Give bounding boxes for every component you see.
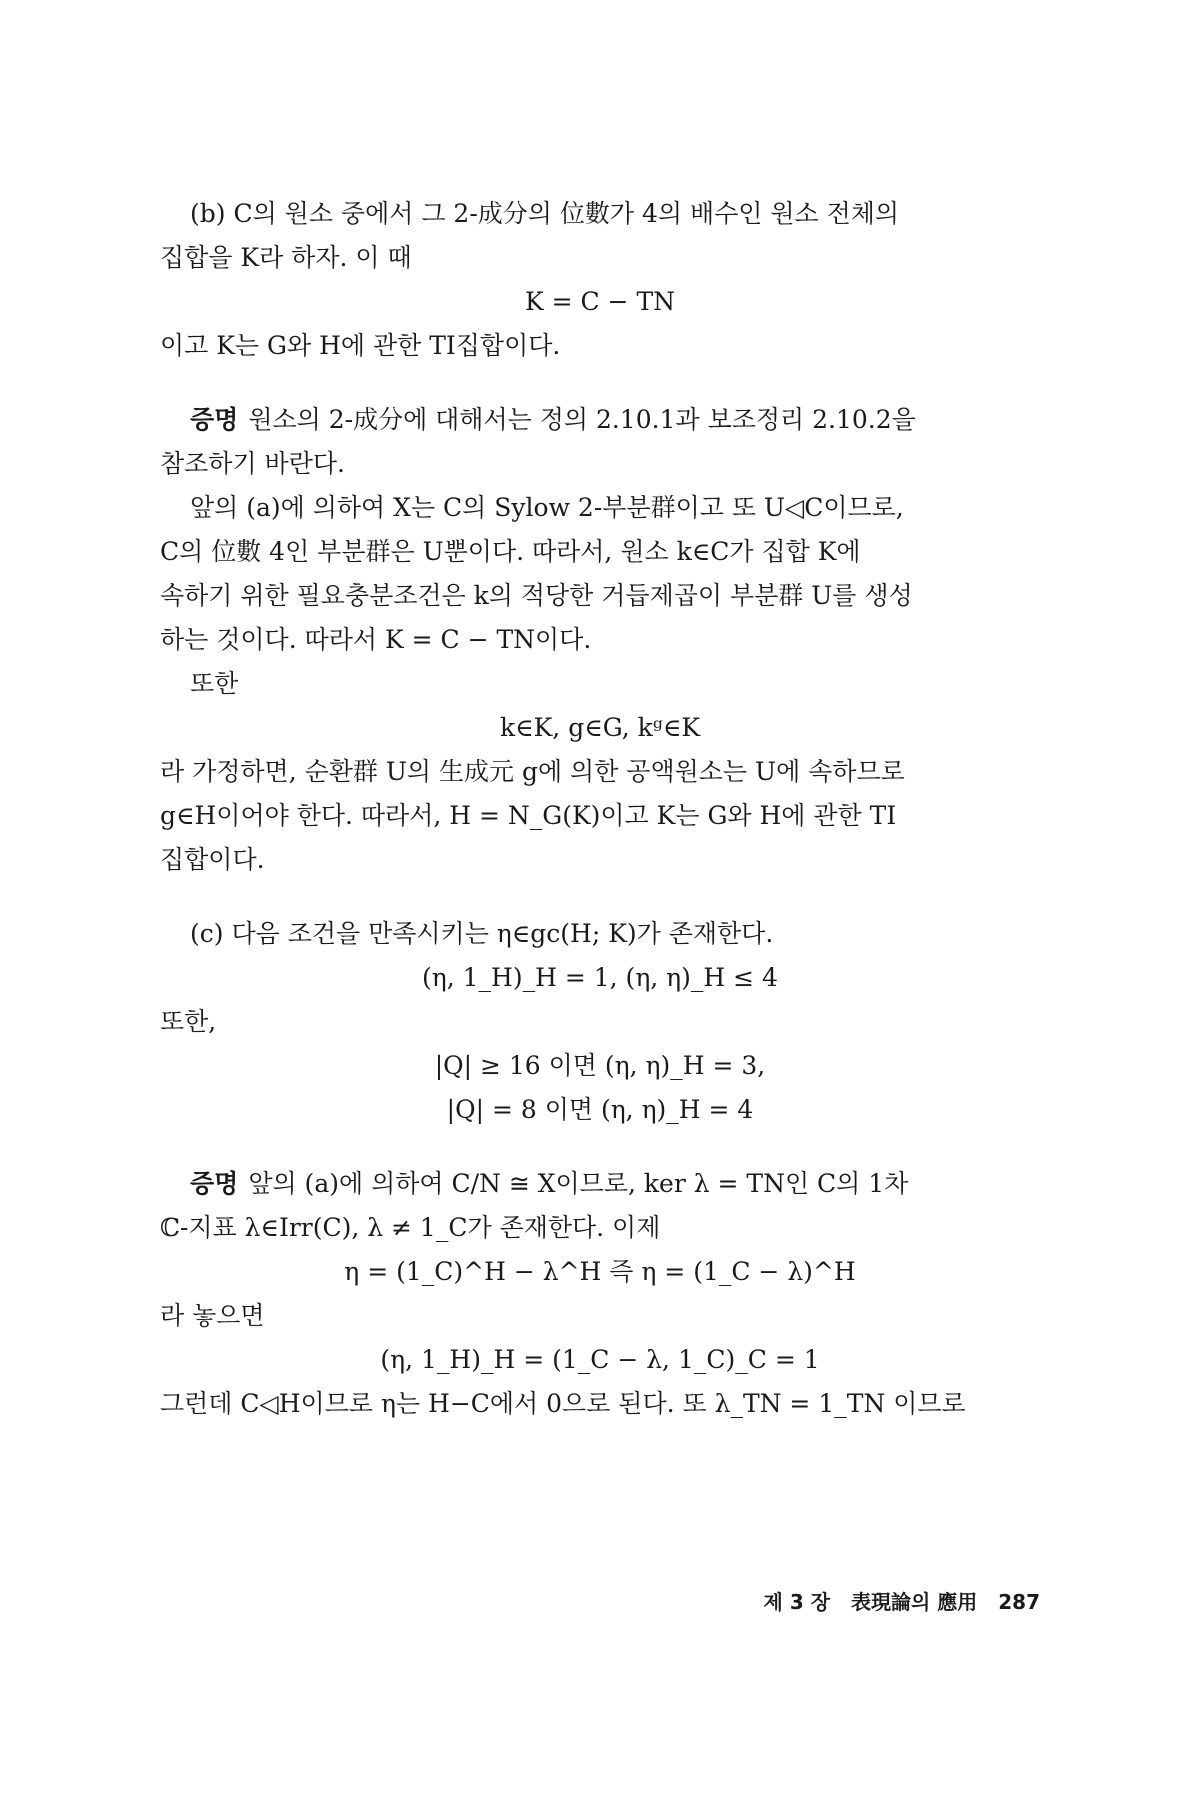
para-2-line-3: 속하기 위한 필요충분조건은 k의 적당한 거듭제곱이 부분群 U를 생성 — [160, 581, 913, 610]
also-1: 또한 — [190, 669, 239, 698]
last-line: 그런데 C◁H이므로 η는 H−C에서 0으로 된다. 또 λ_TN = 1_TN 이므로 — [160, 1389, 966, 1418]
equation-eta-def: η = (1_C)^H − λ^H 즉 η = (1_C − λ)^H — [344, 1257, 856, 1286]
para-2-line-1: 앞의 (a)에 의하여 X는 C의 Sylow 2-부분群이고 또 U◁C이므로, — [190, 493, 904, 522]
item-b-line-3: 이고 K는 G와 H에 관한 TI집합이다. — [160, 331, 561, 360]
proof-1-line-1 — [160, 398, 1040, 442]
item-b-line-1: (b) C의 원소 중에서 그 2-成分의 位數가 4의 배수인 원소 전체의 — [190, 199, 900, 228]
para-2-line-4: 하는 것이다. 따라서 K = C − TN이다. — [160, 625, 592, 654]
equation-eta-cond: (η, 1_H)_H = 1, (η, η)_H ≤ 4 — [422, 963, 778, 992]
equation-q16: |Q| ≥ 16 이면 (η, η)_H = 3, — [434, 1051, 766, 1080]
item-c-line-1: (c) 다음 조건을 만족시키는 η∈gc(H; K)가 존재한다. — [190, 919, 774, 948]
equation-q8: |Q| = 8 이면 (η, η)_H = 4 — [446, 1095, 754, 1124]
footer-chapter: 제 3 장 — [763, 1590, 831, 1614]
footer-title: 表現論의 應用 — [850, 1590, 978, 1614]
proof-2-line-2: ℂ-지표 λ∈Irr(C), λ ≠ 1_C가 존재한다. 이제 — [160, 1213, 661, 1242]
equation-k-def: K = C − TN — [524, 287, 676, 316]
para-3-line-3: 집합이다. — [160, 845, 265, 874]
equation-conjugate: k∈K, g∈G, kᵍ∈K — [499, 713, 701, 742]
also-2: 또한, — [160, 1007, 217, 1036]
item-b-line-2: 집합을 K라 하자. 이 때 — [160, 243, 412, 272]
page-footer — [0, 1580, 1040, 1624]
put-line: 라 놓으면 — [160, 1301, 265, 1330]
proof-label-2: 증명 — [190, 1169, 239, 1198]
proof-1-line-2: 참조하기 바란다. — [160, 449, 345, 478]
proof-2-text: 앞의 (a)에 의하여 C/N ≅ X이므로, ker λ = TN인 C의 1차 — [248, 1169, 909, 1198]
page-number: 287 — [998, 1590, 1040, 1614]
para-3-line-2: g∈H이어야 한다. 따라서, H = N_G(K)이고 K는 G와 H에 관한 TI — [160, 801, 897, 830]
para-2-line-2: C의 位數 4인 부분群은 U뿐이다. 따라서, 원소 k∈C가 집합 K에 — [160, 537, 861, 566]
proof-2-line-1 — [160, 1162, 1040, 1206]
equation-inner-product: (η, 1_H)_H = (1_C − λ, 1_C)_C = 1 — [380, 1345, 820, 1374]
proof-label: 증명 — [190, 405, 239, 434]
page-body — [160, 192, 1040, 1426]
proof-1-text: 원소의 2-成分에 대해서는 정의 2.10.1과 보조정리 2.10.2을 — [248, 405, 916, 434]
para-3-line-1: 라 가정하면, 순환群 U의 生成元 g에 의한 공액원소는 U에 속하므로 — [160, 757, 905, 786]
